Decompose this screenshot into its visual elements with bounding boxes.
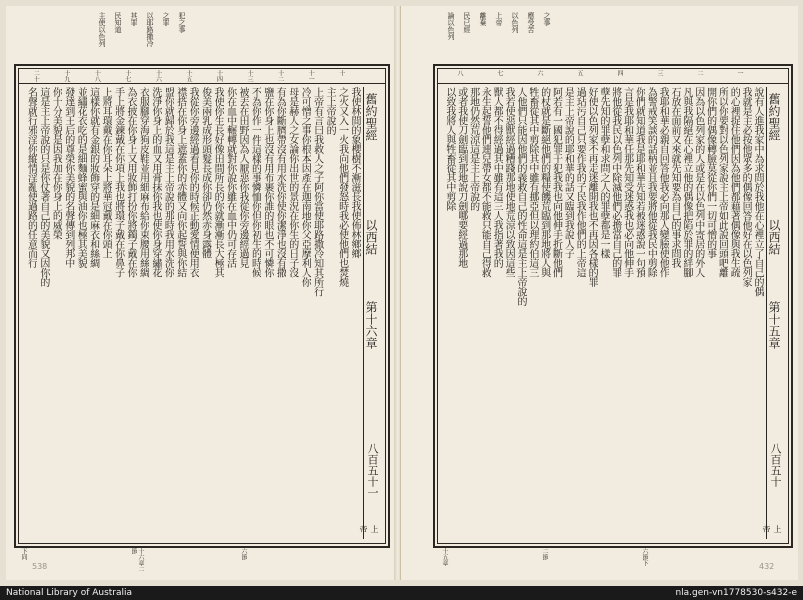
margin-note: 民知道 (114, 12, 122, 33)
verse-number: 十一 (307, 70, 315, 82)
margin-note: 以耶路撒冷 (146, 12, 154, 47)
text-column: 不為你作一件這樣的事憐恤你但你初生的時候 (249, 87, 261, 277)
text-column: 有為你斷臍帶沒有用水洗你使你潔淨也沒有撒 (274, 87, 286, 277)
margin-note: 主使以色列 (98, 12, 106, 47)
left-verse-number-row (19, 69, 385, 84)
text-column: 你在血中輾轉就對你說你雖在血中仍可存活 (224, 87, 236, 268)
text-column: 之火又入一火我向他們發怒時我必使他們也焚燒 (336, 87, 348, 287)
verse-number: 三 (656, 70, 663, 76)
verse-number: 十八 (93, 70, 101, 82)
text-column: 我就是主必按他眾多的偶像回答他好在以色列家 (740, 87, 752, 287)
text-column: 的心裡捉住他們因為他們都藉著偶像與我生疏 (728, 87, 740, 277)
text-column: 是主上帝說的耶和華的話又臨到我說人子 (562, 87, 574, 258)
text-column: 我使你生長好像田間所長的你就漸漸長大極其 (212, 87, 224, 277)
right-text-body (444, 87, 764, 539)
item-identifier: nla.gen-vn1778530-s432-e (675, 588, 797, 598)
verse-number: 十 (337, 70, 345, 76)
text-column: 上將耳環戴在你耳朵上將華冠戴在你頭上 (100, 87, 112, 258)
text-column: 我使林間的象櫻樹不漸滋長我使佈林鄉鄉 (349, 87, 360, 258)
text-column: 俊美兩乳成形頭髮長成你卻仍然赤身露體 (199, 87, 211, 258)
text-column: 言是我耶和華任那先知受迷惑我也必向他伸手 (621, 87, 633, 277)
text-column: 上帝有言曰我救人之子阿你當使耶路撒冷知其所行 (311, 87, 323, 296)
text-column: 這樣你就有金銀的妝飾穿的是細麻衣和絲綢 (87, 87, 99, 268)
text-column: 阿若有一國犯罪干犯我我也向他伸手折斷他們 (550, 87, 562, 277)
text-column: 將他從我民以色列中除滅他們必擔當自己的罪 (609, 87, 621, 277)
text-column: 我從你旁邊經過看見你的時候正動愛情便用衣 (187, 87, 199, 277)
text-column: 冷可憎之事你根本因產在迦南地你父亞摩利人你 (299, 87, 311, 287)
chapter-label: 第十五章 (767, 301, 781, 349)
verse-number: 十五 (185, 70, 192, 82)
verse-number: 六 (536, 70, 543, 76)
text-column: 那地仍然荒涼這是主上帝說的 (467, 87, 479, 211)
text-column: 凡與我隔絕在心裡立他的偶像把陷於罪的絆腳 (680, 87, 692, 277)
text-column: 衣服腳穿海狗皮鞋並用細麻布給你束腰用絲綢 (137, 87, 149, 277)
text-column: 或者我使刀劍臨到那地說刀劍哪要經過那地 (455, 87, 467, 268)
left-running-header (359, 87, 382, 539)
book-name: 以西結 (767, 219, 781, 255)
text-column: 主上帝說的 (324, 87, 336, 135)
right-verse-number-row (438, 69, 788, 84)
left-text-body (25, 87, 361, 539)
page-number: 八百五十 (769, 443, 782, 487)
book-title: 舊約聖經 (364, 93, 378, 141)
footnote: 二節 (541, 548, 548, 560)
footnote: 下同 (20, 548, 27, 560)
text-column: 的杖就是斷絕他們的糧使饑荒臨到那地將人與 (538, 87, 550, 277)
text-column: 為警戒笑談的話柄並且我要將他從我民中剪除 (645, 87, 657, 277)
verse-number: 十九 (62, 70, 70, 82)
text-column: 永生起誓他們連兒帶女都不能救只能自己得救 (479, 87, 491, 277)
text-column: 說有人進我家中為求問於我他在心裡立了自己的偶 (752, 87, 763, 296)
margin-note: 應受苦 (527, 12, 535, 33)
margin-note: 論以色列 (447, 12, 455, 40)
footnote: 六節下 (641, 548, 648, 566)
text-column: 你們就知道我是耶和華先知若被迷惑說一句預 (633, 87, 645, 277)
footer-mark: 上帝 (359, 525, 379, 533)
library-name: National Library of Australia (6, 588, 133, 598)
text-column: 襟搭在你身上遮蓋你的赤體又向你起誓與你結 (174, 87, 186, 277)
text-column: 牲畜從其中剪除其中雖有挪亞但以理約伯這三 (526, 87, 538, 277)
verse-number: 八 (456, 70, 463, 76)
verse-number: 二 (696, 70, 703, 76)
margin-note: 以色列 (511, 12, 519, 33)
margin-note: 之罪 (162, 12, 170, 26)
text-column: 這是主上帝說的只是你仗著自己的美貌又因你的 (37, 87, 49, 287)
text-column: 我若使惡獸經過糟踐那地使地荒涼以致因這些 (503, 87, 515, 277)
right-text-frame (433, 64, 793, 548)
text-column: 人他們只能因他們的義救自己的性命這是主上帝說的 (514, 87, 526, 306)
verse-number: 十六 (154, 70, 162, 82)
footnote: 六節 (240, 548, 247, 560)
verse-number: 十四 (215, 70, 223, 82)
text-column: 開你們的偶像轉臉莫從你們一切可憎的事 (704, 87, 716, 258)
text-column: 所以你要對以色列家說主上帝如此說回頭吧離 (716, 87, 728, 277)
text-column: 孽先知的罪孽和求問之人的罪孽都是一樣 (597, 87, 609, 258)
text-column: 獸人都不得經過其中雖有這三人我指著我的 (491, 87, 503, 268)
text-column: 母是赫人之女論你出世的景況在你生的日子沒 (286, 87, 298, 277)
text-column: 石放在面前又來就先知要為自己的事求問我 (669, 87, 681, 268)
verse-number: 二十 (32, 70, 40, 82)
text-column: 過玷污自己只要作我的子民我作他們的上帝這 (574, 87, 586, 277)
margin-note: 民已經 (463, 12, 471, 33)
text-column: 被丟在田野因為人厭惡你我從你旁邊經過見 (237, 87, 248, 268)
text-column: 名聲就行邪淫你縱情淫亂使過路的任意而行 (25, 87, 37, 268)
text-column: 並繡花衣吃的是細麵蜂蜜與油你也極其美貌 (75, 87, 87, 268)
left-text-frame (14, 64, 390, 548)
left-footnotes (20, 548, 360, 576)
chapter-label: 第十六章 (364, 301, 378, 349)
right-footnotes (441, 548, 761, 576)
book-title: 舊約聖經 (767, 93, 781, 141)
text-column: 發達到王后的尊榮你美貌的名聲傳到列邦中 (62, 87, 74, 268)
verse-number: 四 (616, 70, 623, 76)
text-column: 因為以色列家的人或是在以色列中寄居的外人 (692, 87, 704, 277)
text-column: 鹽在你身上也沒有用布裹你誰的眼也不可憐你 (261, 87, 273, 277)
footnote: 十五章 (441, 548, 448, 566)
page-number: 八百五十一 (366, 443, 379, 498)
verse-number: 五 (576, 70, 583, 76)
footnote: 十六章二節 (130, 548, 144, 572)
margin-note: 離棄 (479, 12, 487, 26)
verse-number: 一 (736, 70, 743, 76)
pencil-mark: 432 (759, 562, 775, 571)
footer-mark: 上帝 (762, 525, 782, 533)
left-page (6, 6, 397, 580)
verse-number: 七 (496, 70, 503, 76)
text-column: 以致我將人與牲畜從其中剪除 (443, 87, 455, 211)
text-column: 盟你就歸於我這是主上帝說的那時我用水洗你 (162, 87, 174, 277)
right-page (400, 6, 798, 580)
text-column: 為衣披在你身上又用妝飾打扮你將鐲子戴在你 (125, 87, 136, 277)
library-footer-bar (0, 586, 803, 600)
text-column: 你十分美貌是因我加在你身上的威榮 (50, 87, 62, 239)
verse-number: 十七 (123, 70, 131, 82)
text-column: 洗淨你身上的血又用膏抹你我也使你身穿繡花 (149, 87, 161, 277)
verse-number: 十三 (246, 70, 254, 82)
margin-note: 其罪 (130, 12, 138, 26)
right-running-header (762, 87, 785, 539)
margin-note: 之事 (543, 12, 551, 26)
pencil-mark: 538 (32, 562, 48, 571)
book-name: 以西結 (364, 219, 378, 255)
margin-note: 犯之事 (178, 12, 186, 33)
text-column: 好使以色列家不再走迷離開我也不再因各樣的罪 (586, 87, 598, 287)
verse-number: 十二 (276, 70, 284, 82)
margin-note: 上帝 (495, 12, 503, 26)
text-column: 手上將金鍊戴在你項上我也將環子戴在你鼻子 (112, 87, 124, 277)
text-column: 我耶和華必親自回答他我必向那人變臉使他作 (657, 87, 669, 277)
